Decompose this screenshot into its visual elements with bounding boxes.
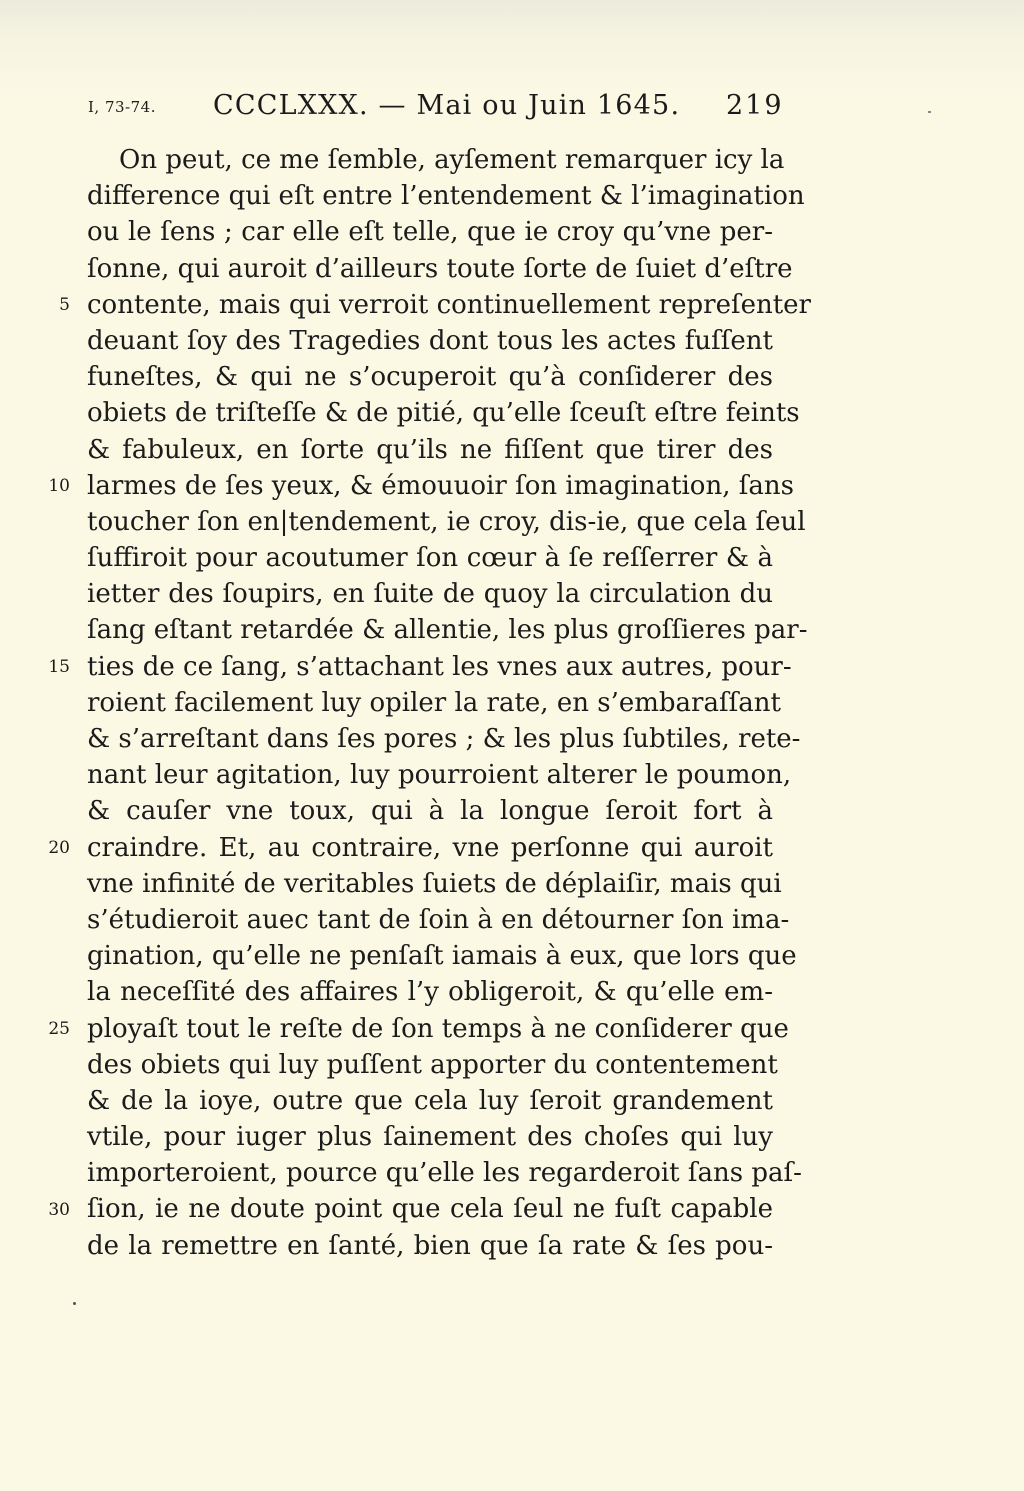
text-line: roient facilement luy opiler la rate, en s’embaraſſant [87, 687, 781, 718]
text-line: contente, mais qui verroit continuellement repreſenter [87, 289, 811, 320]
header-reference: I, 73-74. [88, 98, 156, 116]
text-line: ſonne, qui auroit d’ailleurs toute ſorte de ſuiet d’eſtre [87, 253, 793, 284]
text-line: ployaſt tout le reſte de ſon temps à ne conſiderer que [87, 1013, 789, 1044]
text-line: & fabuleux, en ſorte qu’ils ne fiſſent que tirer des [87, 434, 773, 465]
text-line: vtile, pour iuger plus ſainement des choſes qui luy [87, 1122, 773, 1153]
text-line: ſuffiroit pour acoutumer ſon cœur à ſe reſſerrer & à [87, 543, 773, 574]
text-line: ſion, ie ne doute point que cela ſeul ne fuſt capable [87, 1194, 773, 1225]
text-line: toucher ſon en|tendement, ie croy, dis-ie, que cela ſeul [87, 506, 806, 537]
text-line: importeroient, pource qu’elle les regarderoit ſans paſ- [87, 1158, 802, 1189]
text-line: craindre. Et, au contraire, vne perſonne qui auroit [87, 832, 773, 863]
margin-mark [73, 1302, 76, 1305]
text-line: obiets de triſteſſe & de pitié, qu’elle ſceuſt eſtre feints [87, 398, 800, 429]
text-line: vne infinité de veritables ſuiets de déplaiſir, mais qui [87, 868, 782, 899]
text-line: nant leur agitation, luy pourroient alterer le poumon, [87, 760, 792, 791]
text-line: des obiets qui luy puſſent apporter du contentement [87, 1049, 778, 1080]
line-number: 25 [48, 1018, 70, 1039]
text-line: & s’arreſtant dans ſes pores ; & les plus ſubtiles, rete- [87, 724, 801, 754]
line-number: 10 [48, 475, 70, 496]
header-title: CCCLXXX. — Mai ou Juin 1645. [213, 90, 681, 121]
text-line: ſang eſtant retardée & allentie, les plus groſſieres par- [87, 615, 808, 646]
running-header [0, 90, 1024, 130]
text-line: funeſtes, & qui ne s’ocuperoit qu’à conſiderer des [87, 362, 773, 393]
line-number: 15 [48, 656, 70, 677]
text-line: gination, qu’elle ne penſaſt iamais à eux, que lors que [87, 941, 797, 972]
text-line: la neceſſité des affaires l’y obligeroit, & qu’elle em- [87, 977, 773, 1008]
text-line: de la remettre en ſanté, bien que ſa rate & ſes pou- [87, 1230, 773, 1261]
text-line: s’étudieroit auec tant de ſoin à en détourner ſon ima- [87, 904, 790, 935]
text-line: & cauſer vne toux, qui à la longue ſeroit fort à [87, 796, 773, 827]
line-number: 20 [48, 837, 70, 858]
text-line: larmes de ſes yeux, & émouuoir ſon imagination, ſans [87, 470, 794, 501]
text-line: ietter des ſoupirs, en ſuite de quoy la circulation du [87, 579, 773, 610]
text-line: & de la ioye, outre que cela luy ſeroit grandement [87, 1085, 773, 1116]
text-line: On peut, ce me ſemble, ayſement remarquer icy la [119, 145, 785, 175]
page-number: 219 [726, 90, 784, 121]
line-number: 5 [59, 294, 70, 315]
letter-body [87, 142, 811, 1264]
text-line: deuant ſoy des Tragedies dont tous les actes fuſſent [87, 325, 773, 356]
line-number: 30 [48, 1199, 70, 1220]
text-line: ties de ce ſang, s’attachant les vnes aux autres, pour- [87, 651, 792, 682]
text-line: difference qui eſt entre l’entendement & l’imagination [87, 181, 805, 212]
text-line: ou le ſens ; car elle eſt telle, que ie croy qu’vne per- [87, 217, 773, 248]
